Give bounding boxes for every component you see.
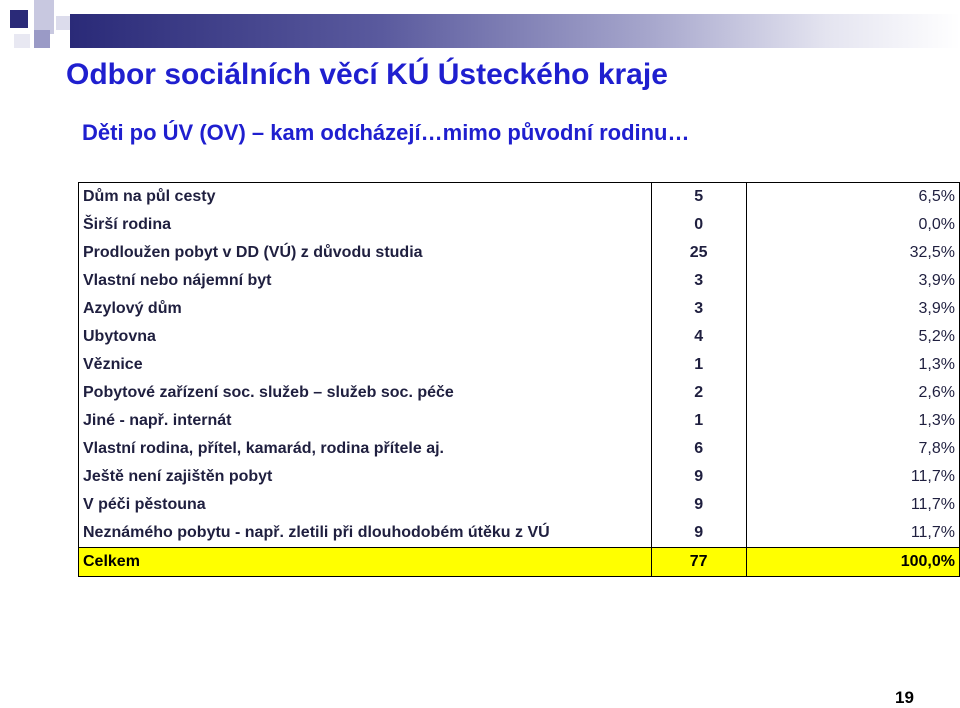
- decor-square: [34, 30, 50, 48]
- row-percent: 1,3%: [746, 407, 959, 435]
- row-count: 4: [651, 323, 746, 351]
- table-row: [79, 463, 960, 491]
- row-label: Ubytovna: [79, 323, 652, 351]
- row-percent: 5,2%: [746, 323, 959, 351]
- total-count: 77: [651, 548, 746, 577]
- decor-square: [14, 34, 30, 48]
- table-row: [79, 183, 960, 212]
- total-row: [79, 548, 960, 577]
- row-label: V péči pěstouna: [79, 491, 652, 519]
- table-row: [79, 379, 960, 407]
- row-percent: 6,5%: [746, 183, 959, 212]
- row-count: 6: [651, 435, 746, 463]
- row-percent: 11,7%: [746, 519, 959, 548]
- row-label: Neznámého pobytu - např. zletili při dlouhodobém útěku z VÚ: [79, 519, 652, 548]
- row-label: Jiné - např. internát: [79, 407, 652, 435]
- slide-subtitle: Děti po ÚV (OV) – kam odcházejí…mimo původní rodinu…: [82, 120, 690, 145]
- table-row: [79, 519, 960, 548]
- row-count: 5: [651, 183, 746, 212]
- table-row: [79, 211, 960, 239]
- row-count: 1: [651, 407, 746, 435]
- row-count: 3: [651, 295, 746, 323]
- row-percent: 11,7%: [746, 491, 959, 519]
- table-row: [79, 491, 960, 519]
- row-percent: 0,0%: [746, 211, 959, 239]
- row-count: 2: [651, 379, 746, 407]
- table-row: [79, 407, 960, 435]
- row-label: Vlastní nebo nájemní byt: [79, 267, 652, 295]
- total-label: Celkem: [79, 548, 652, 577]
- table-row: [79, 351, 960, 379]
- table-row: [79, 323, 960, 351]
- table-row: [79, 295, 960, 323]
- row-label: Prodloužen pobyt v DD (VÚ) z důvodu studia: [79, 239, 652, 267]
- row-label: Širší rodina: [79, 211, 652, 239]
- row-label: Věznice: [79, 351, 652, 379]
- decor-square: [10, 10, 28, 28]
- page-number: 19: [895, 688, 914, 707]
- table-row: [79, 435, 960, 463]
- row-percent: 3,9%: [746, 295, 959, 323]
- row-percent: 7,8%: [746, 435, 959, 463]
- row-count: 9: [651, 491, 746, 519]
- total-percent: 100,0%: [746, 548, 959, 577]
- row-count: 9: [651, 463, 746, 491]
- row-count: 25: [651, 239, 746, 267]
- row-percent: 32,5%: [746, 239, 959, 267]
- table-row: [79, 239, 960, 267]
- header-banner: [70, 14, 960, 48]
- row-percent: 3,9%: [746, 267, 959, 295]
- row-count: 0: [651, 211, 746, 239]
- decor-square: [34, 0, 54, 34]
- row-percent: 11,7%: [746, 463, 959, 491]
- row-label: Pobytové zařízení soc. služeb – služeb soc. péče: [79, 379, 652, 407]
- row-label: Dům na půl cesty: [79, 183, 652, 212]
- destination-table: [78, 182, 960, 577]
- row-count: 1: [651, 351, 746, 379]
- row-label: Azylový dům: [79, 295, 652, 323]
- row-label: Ještě není zajištěn pobyt: [79, 463, 652, 491]
- row-count: 9: [651, 519, 746, 548]
- slide-title: Odbor sociálních věcí KÚ Ústeckého kraje: [66, 58, 668, 91]
- row-percent: 1,3%: [746, 351, 959, 379]
- row-percent: 2,6%: [746, 379, 959, 407]
- table-body: [79, 183, 960, 577]
- row-label: Vlastní rodina, přítel, kamarád, rodina přítele aj.: [79, 435, 652, 463]
- table-row: [79, 267, 960, 295]
- row-count: 3: [651, 267, 746, 295]
- decor-square: [56, 16, 70, 30]
